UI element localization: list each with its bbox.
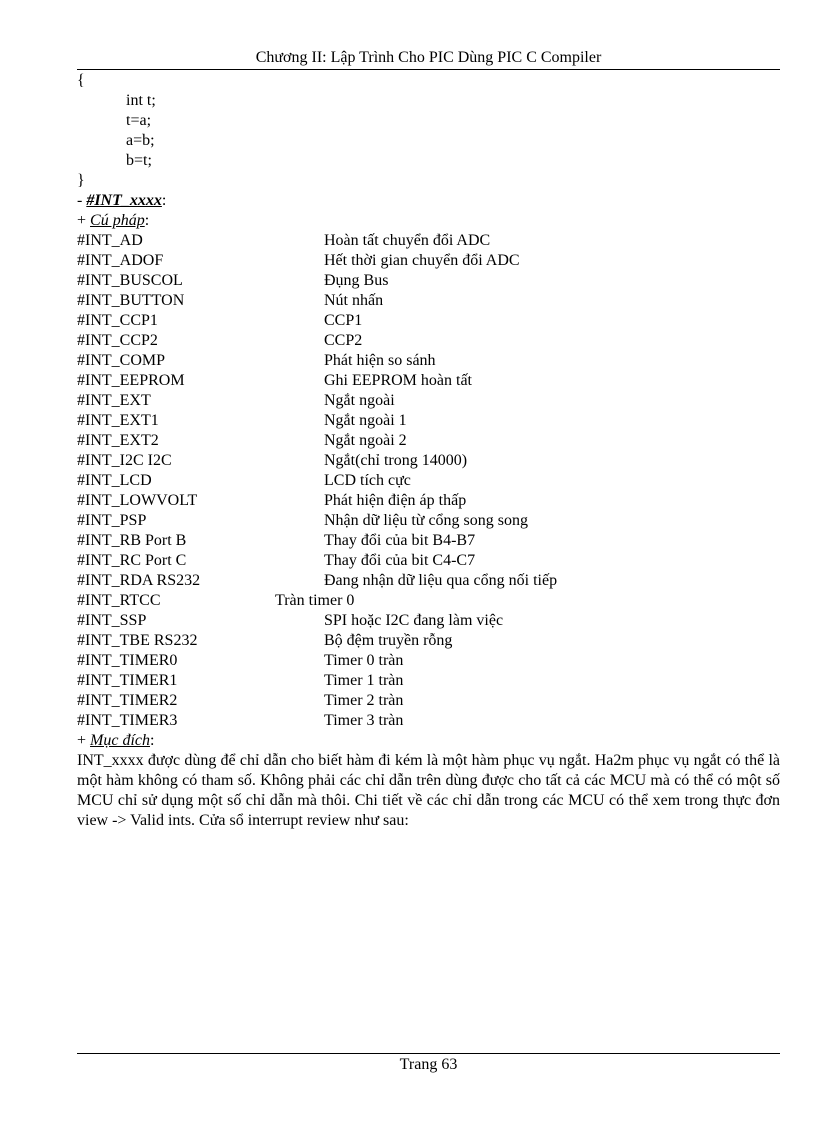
interrupt-description: Nhận dữ liệu từ cổng song song — [324, 512, 528, 529]
interrupt-description: Tràn timer 0 — [275, 592, 355, 609]
purpose-colon: : — [150, 732, 155, 749]
interrupt-description: Ngắt ngoài 1 — [324, 412, 407, 429]
interrupt-row — [77, 591, 780, 611]
syntax-colon: : — [144, 212, 150, 229]
interrupt-name: #INT_TIMER0 — [77, 652, 178, 669]
interrupt-name: #INT_EXT — [77, 392, 151, 409]
interrupt-name: #INT_BUTTON — [77, 292, 185, 309]
interrupt-name: #INT_LOWVOLT — [77, 492, 198, 509]
interrupt-row — [77, 271, 780, 291]
interrupt-row — [77, 571, 780, 591]
interrupt-description: Timer 0 tràn — [324, 652, 404, 669]
interrupt-name: #INT_ADOF — [77, 252, 164, 269]
interrupt-description: LCD tích cực — [324, 472, 411, 489]
interrupt-description: Đang nhận dữ liệu qua cổng nối tiếp — [324, 572, 558, 589]
interrupt-name: #INT_COMP — [77, 352, 166, 369]
interrupt-name: #INT_PSP — [77, 512, 147, 529]
syntax-label: Cú pháp — [90, 212, 145, 229]
interrupt-name: #INT_EEPROM — [77, 372, 185, 389]
interrupt-name: #INT_RDA RS232 — [77, 572, 201, 589]
interrupt-row — [77, 351, 780, 371]
interrupt-description: Nút nhấn — [324, 292, 384, 309]
page-number: Trang 63 — [399, 1056, 458, 1073]
code-line: a=b; — [126, 132, 155, 149]
interrupt-name: #INT_RTCC — [77, 592, 161, 609]
interrupt-name: #INT_LCD — [77, 472, 152, 489]
interrupt-description: Bộ đệm truyền rỗng — [324, 632, 453, 649]
interrupt-name: #INT_TBE RS232 — [77, 632, 198, 649]
purpose-paragraph: INT_xxxx được dùng để chỉ dẫn cho biết hàm đi kém là một hàm phục vụ ngắt. Ha2m phục vụ ngắt có thể là một hàm không có tham số. Không phải các chỉ dẫn trên dùng được cho tất cả các MCU mà có thể có một số MCU chỉ sử dụng một số chỉ dẫn mà thôi. Chi tiết về các chỉ dẫn trong các MCU có thể xem trong thực đơn view -> Valid ints. Cửa sổ interrupt review như sau: — [77, 752, 780, 829]
header-rule — [77, 69, 780, 70]
interrupt-name: #INT_CCP1 — [77, 312, 158, 329]
interrupt-name: #INT_RB Port B — [77, 532, 187, 549]
code-line: t=a; — [126, 112, 152, 129]
interrupt-row — [77, 551, 780, 571]
interrupt-description: Phát hiện so sánh — [324, 352, 436, 369]
interrupt-row — [77, 251, 780, 271]
interrupt-row — [77, 611, 780, 631]
interrupt-name: #INT_EXT2 — [77, 432, 159, 449]
interrupt-row — [77, 651, 780, 671]
interrupt-row — [77, 451, 780, 471]
interrupt-name: #INT_BUSCOL — [77, 272, 183, 289]
interrupt-description: Ngắt ngoài 2 — [324, 432, 407, 449]
interrupt-name: #INT_I2C I2C — [77, 452, 172, 469]
interrupt-row — [77, 411, 780, 431]
interrupt-description: Timer 3 tràn — [324, 712, 404, 729]
section-dash: - — [77, 192, 87, 209]
interrupt-row — [77, 531, 780, 551]
interrupt-name: #INT_AD — [77, 232, 143, 249]
interrupt-row — [77, 471, 780, 491]
page-content — [77, 71, 780, 831]
interrupt-description: Phát hiện điện áp thấp — [324, 492, 467, 509]
code-open-brace: { — [77, 72, 85, 89]
interrupt-name: #INT_TIMER1 — [77, 672, 178, 689]
interrupt-description: Thay đổi của bit B4-B7 — [324, 532, 476, 549]
interrupt-description: Đụng Bus — [324, 272, 389, 289]
section-heading — [77, 191, 780, 211]
code-close-brace: } — [77, 172, 85, 189]
purpose-heading — [77, 731, 780, 751]
interrupt-description: Thay đổi của bit C4-C7 — [324, 552, 476, 569]
interrupt-row — [77, 631, 780, 651]
interrupt-description: Hết thời gian chuyển đổi ADC — [324, 252, 520, 269]
interrupt-description: Ghi EEPROM hoàn tất — [324, 372, 472, 389]
interrupt-row — [77, 691, 780, 711]
page-header: Chương II: Lập Trình Cho PIC Dùng PIC C Compiler — [255, 49, 602, 66]
section-colon: : — [161, 192, 167, 209]
interrupt-row — [77, 511, 780, 531]
interrupt-row — [77, 231, 780, 251]
syntax-heading — [77, 211, 780, 231]
interrupt-row — [77, 311, 780, 331]
interrupt-description: Timer 1 tràn — [324, 672, 404, 689]
interrupt-description: CCP2 — [324, 332, 363, 349]
interrupt-name: #INT_TIMER3 — [77, 712, 178, 729]
interrupt-description: Hoàn tất chuyển đổi ADC — [324, 232, 491, 249]
interrupt-name: #INT_RC Port C — [77, 552, 187, 569]
section-title: #INT_xxxx — [86, 192, 162, 209]
interrupt-description: Ngắt(chỉ trong 14000) — [324, 452, 468, 469]
interrupt-row — [77, 291, 780, 311]
interrupt-row — [77, 371, 780, 391]
interrupt-description: Timer 2 tràn — [324, 692, 404, 709]
interrupt-row — [77, 711, 780, 731]
interrupt-description: SPI hoặc I2C đang làm việc — [324, 612, 504, 629]
interrupt-name: #INT_TIMER2 — [77, 692, 178, 709]
footer-rule — [77, 1053, 780, 1054]
interrupt-list — [77, 231, 780, 731]
interrupt-row — [77, 671, 780, 691]
purpose-label: Mục đích — [90, 732, 151, 749]
code-line: b=t; — [126, 152, 152, 169]
interrupt-description: CCP1 — [324, 312, 363, 329]
interrupt-name: #INT_EXT1 — [77, 412, 159, 429]
interrupt-description: Ngắt ngoài — [324, 392, 395, 409]
code-line: int t; — [126, 92, 156, 109]
interrupt-name: #INT_SSP — [77, 612, 147, 629]
interrupt-row — [77, 431, 780, 451]
interrupt-row — [77, 391, 780, 411]
interrupt-row — [77, 331, 780, 351]
syntax-prefix: + — [77, 212, 91, 229]
purpose-prefix: + — [77, 732, 91, 749]
interrupt-name: #INT_CCP2 — [77, 332, 158, 349]
interrupt-row — [77, 491, 780, 511]
